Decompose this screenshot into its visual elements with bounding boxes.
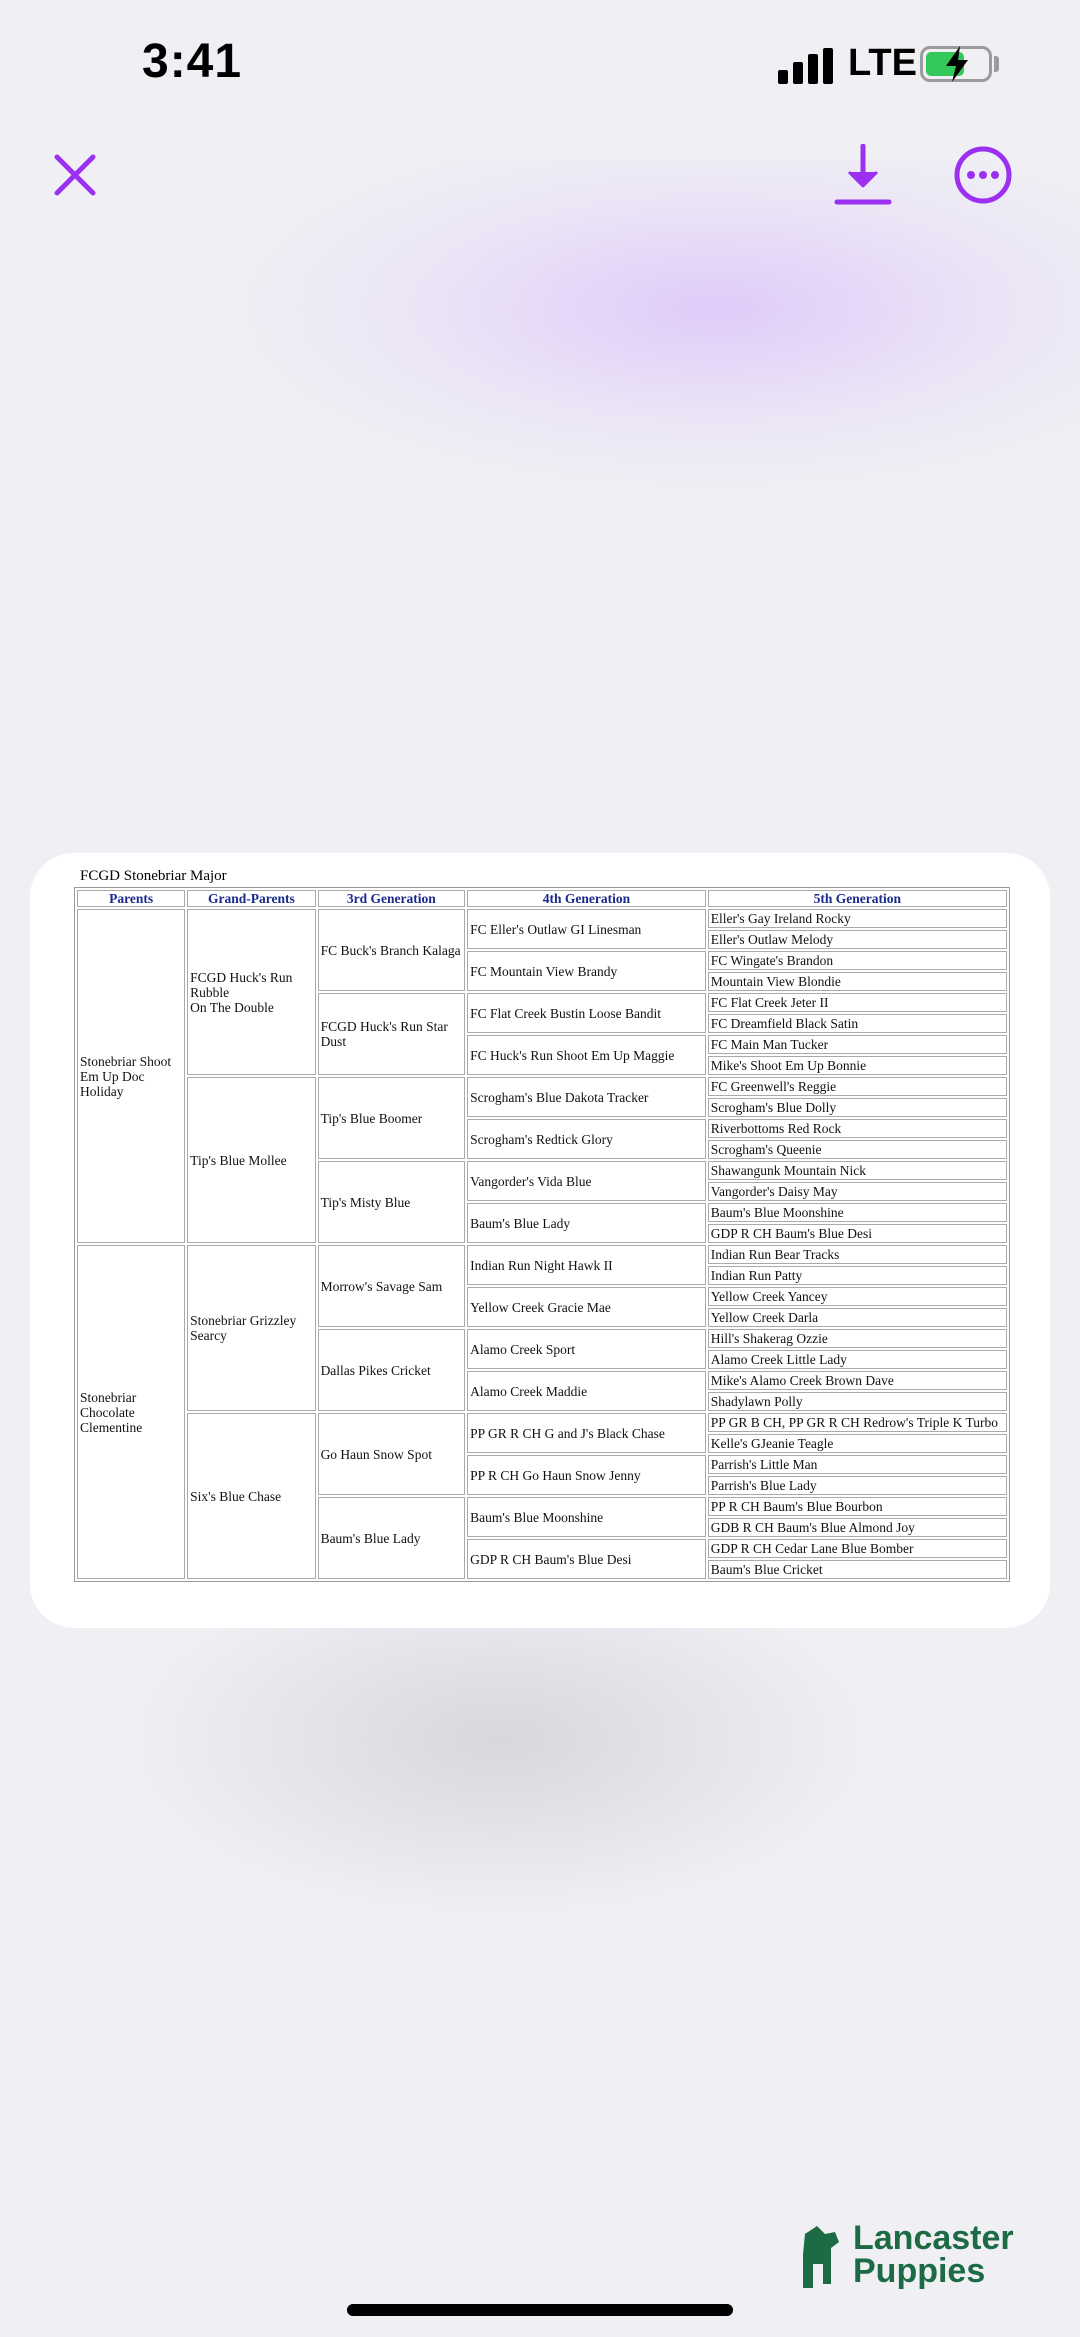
gen5-cell: Vangorder's Daisy May: [708, 1182, 1007, 1201]
grandparent-cell: Tip's Blue Mollee: [187, 1077, 315, 1243]
gen5-cell: Scrogham's Queenie: [708, 1140, 1007, 1159]
gen4-cell: FC Flat Creek Bustin Loose Bandit: [467, 993, 706, 1033]
gen4-cell: FC Eller's Outlaw GI Linesman: [467, 909, 706, 949]
charging-bolt-icon: [942, 44, 972, 84]
gen5-cell: GDB R CH Baum's Blue Almond Joy: [708, 1518, 1007, 1537]
gen5-cell: GDP R CH Cedar Lane Blue Bomber: [708, 1539, 1007, 1558]
gen4-cell: FC Mountain View Brandy: [467, 951, 706, 991]
status-time: 3:41: [142, 35, 243, 88]
gen4-cell: PP GR R CH G and J's Black Chase: [467, 1413, 706, 1453]
gen5-cell: PP GR B CH, PP GR R CH Redrow's Triple K Turbo: [708, 1413, 1007, 1432]
gen4-cell: GDP R CH Baum's Blue Desi: [467, 1539, 706, 1579]
parent-cell: Stonebriar Shoot Em Up Doc Holiday: [77, 909, 185, 1243]
gen4-cell: Alamo Creek Maddie: [467, 1371, 706, 1411]
dog-logo-icon: [795, 2224, 845, 2290]
pedigree-document: [74, 868, 1010, 1582]
gen3-cell: Go Haun Snow Spot: [318, 1413, 466, 1495]
gen3-cell: Baum's Blue Lady: [318, 1497, 466, 1579]
gen5-cell: Eller's Gay Ireland Rocky: [708, 909, 1007, 928]
gen4-cell: Scrogham's Blue Dakota Tracker: [467, 1077, 706, 1117]
gen5-cell: Hill's Shakerag Ozzie: [708, 1329, 1007, 1348]
close-button[interactable]: [40, 140, 110, 210]
download-icon: [833, 144, 893, 206]
download-button[interactable]: [828, 140, 898, 210]
gen5-cell: Baum's Blue Cricket: [708, 1560, 1007, 1579]
header-cell: 3rd Generation: [318, 890, 466, 907]
grandparent-cell: Stonebriar Grizzley Searcy: [187, 1245, 315, 1411]
background-shadow: [120, 1620, 880, 1920]
gen5-cell: Parrish's Little Man: [708, 1455, 1007, 1474]
gen5-cell: Shadylawn Polly: [708, 1392, 1007, 1411]
lancaster-puppies-logo: [795, 2220, 1035, 2292]
header-cell: Grand-Parents: [187, 890, 315, 907]
gen5-cell: Mike's Shoot Em Up Bonnie: [708, 1056, 1007, 1075]
grandparent-cell: Six's Blue Chase: [187, 1413, 315, 1579]
gen4-cell: Baum's Blue Lady: [467, 1203, 706, 1243]
close-icon: [53, 153, 97, 197]
gen5-cell: Baum's Blue Moonshine: [708, 1203, 1007, 1222]
gen5-cell: FC Flat Creek Jeter II: [708, 993, 1007, 1012]
signal-icon: [778, 48, 838, 84]
header-cell: 4th Generation: [467, 890, 706, 907]
gen5-cell: GDP R CH Baum's Blue Desi: [708, 1224, 1007, 1243]
gen5-cell: Shawangunk Mountain Nick: [708, 1161, 1007, 1180]
gen4-cell: Yellow Creek Gracie Mae: [467, 1287, 706, 1327]
gen3-cell: Morrow's Savage Sam: [318, 1245, 466, 1327]
gen5-cell: Yellow Creek Darla: [708, 1308, 1007, 1327]
gen4-cell: Vangorder's Vida Blue: [467, 1161, 706, 1201]
parent-cell: Stonebriar Chocolate Clementine: [77, 1245, 185, 1579]
logo-wordmark: [853, 2219, 1014, 2290]
table-row: [77, 1413, 1007, 1432]
gen4-cell: Baum's Blue Moonshine: [467, 1497, 706, 1537]
gen5-cell: Yellow Creek Yancey: [708, 1287, 1007, 1306]
pedigree-body: [77, 909, 1007, 1579]
gen4-cell: FC Huck's Run Shoot Em Up Maggie: [467, 1035, 706, 1075]
gen3-cell: FC Buck's Branch Kalaga: [318, 909, 466, 991]
table-row: [77, 909, 1007, 928]
gen5-cell: FC Greenwell's Reggie: [708, 1077, 1007, 1096]
gen5-cell: Scrogham's Blue Dolly: [708, 1098, 1007, 1117]
gen5-cell: Kelle's GJeanie Teagle: [708, 1434, 1007, 1453]
gen5-cell: Indian Run Patty: [708, 1266, 1007, 1285]
home-indicator[interactable]: [347, 2304, 733, 2316]
gen4-cell: Indian Run Night Hawk II: [467, 1245, 706, 1285]
gen5-cell: Mike's Alamo Creek Brown Dave: [708, 1371, 1007, 1390]
gen3-cell: FCGD Huck's Run Star Dust: [318, 993, 466, 1075]
gen3-cell: Dallas Pikes Cricket: [318, 1329, 466, 1411]
battery-cap: [994, 56, 999, 72]
gen5-cell: Alamo Creek Little Lady: [708, 1350, 1007, 1369]
network-label: LTE: [848, 42, 917, 84]
header-cell: 5th Generation: [708, 890, 1007, 907]
logo-line-2: Puppies: [853, 2252, 986, 2290]
grandparent-cell: FCGD Huck's Run Rubble On The Double: [187, 909, 315, 1075]
table-row: [77, 1245, 1007, 1264]
ellipsis-circle-icon: [953, 145, 1013, 205]
header-row: [77, 890, 1007, 907]
gen4-cell: PP R CH Go Haun Snow Jenny: [467, 1455, 706, 1495]
pedigree-table: [74, 887, 1010, 1582]
gen5-cell: FC Wingate's Brandon: [708, 951, 1007, 970]
gen5-cell: Parrish's Blue Lady: [708, 1476, 1007, 1495]
gen5-cell: FC Dreamfield Black Satin: [708, 1014, 1007, 1033]
gen5-cell: Mountain View Blondie: [708, 972, 1007, 991]
table-row: [77, 1077, 1007, 1096]
logo-line-1: Lancaster: [853, 2219, 1014, 2257]
gen5-cell: Indian Run Bear Tracks: [708, 1245, 1007, 1264]
document-preview-card[interactable]: [30, 853, 1050, 1628]
document-title: FCGD Stonebriar Major: [80, 868, 227, 884]
gen5-cell: Riverbottoms Red Rock: [708, 1119, 1007, 1138]
gen3-cell: Tip's Blue Boomer: [318, 1077, 466, 1159]
gen4-cell: Scrogham's Redtick Glory: [467, 1119, 706, 1159]
more-options-button[interactable]: [948, 140, 1018, 210]
header-cell: Parents: [77, 890, 185, 907]
gen5-cell: FC Main Man Tucker: [708, 1035, 1007, 1054]
gen3-cell: Tip's Misty Blue: [318, 1161, 466, 1243]
gen5-cell: PP R CH Baum's Blue Bourbon: [708, 1497, 1007, 1516]
gen4-cell: Alamo Creek Sport: [467, 1329, 706, 1369]
gen5-cell: Eller's Outlaw Melody: [708, 930, 1007, 949]
